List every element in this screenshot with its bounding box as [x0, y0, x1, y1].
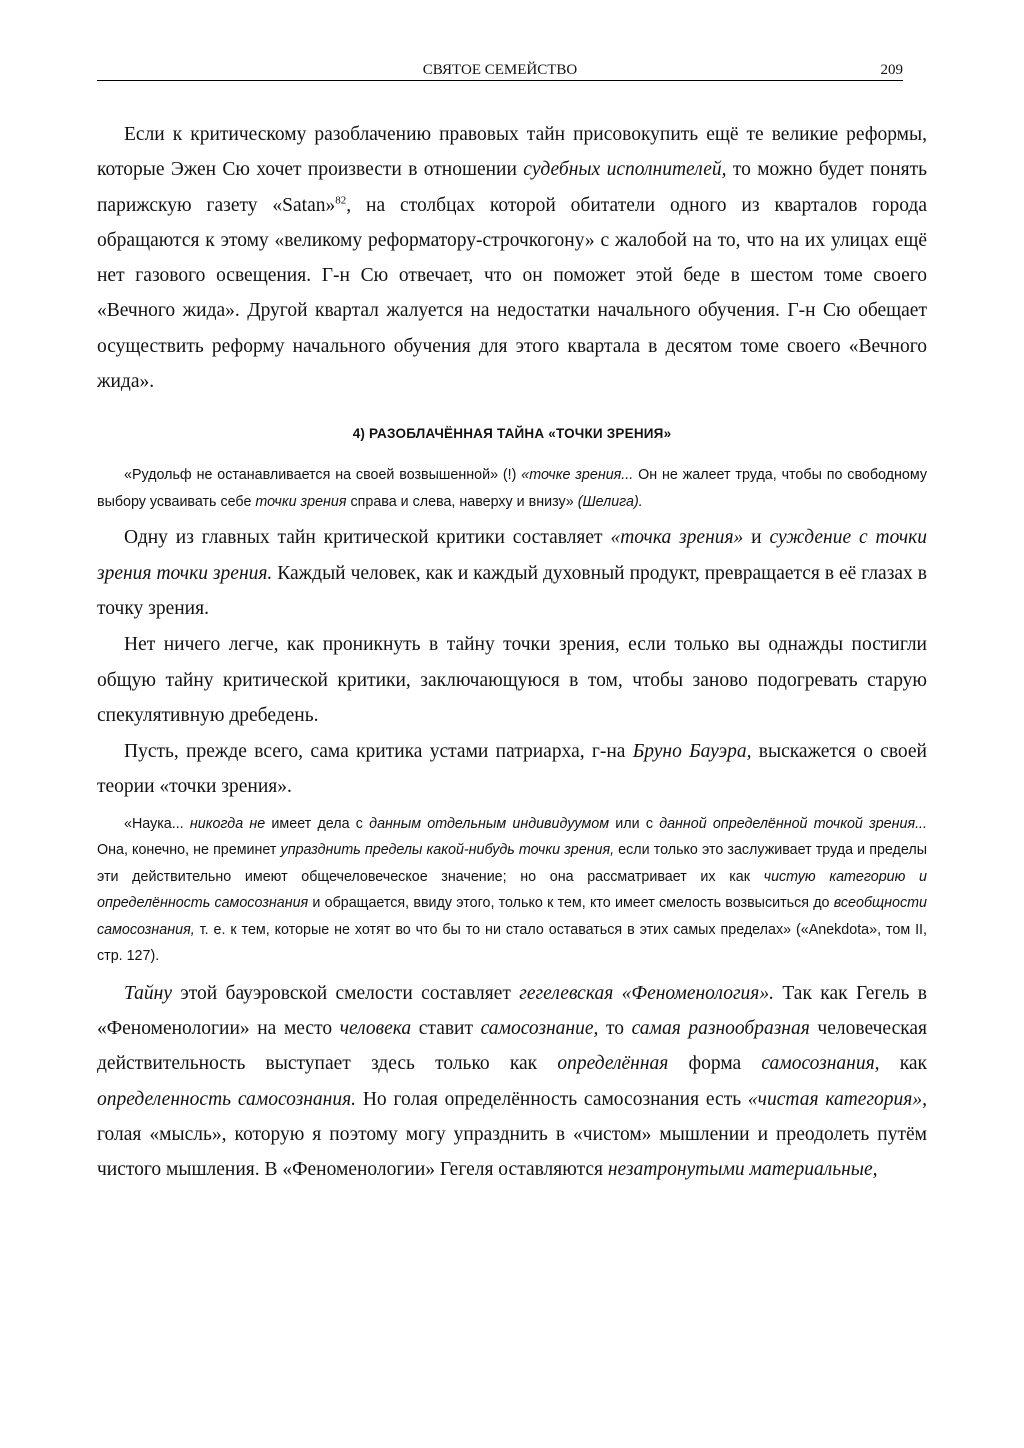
text-run: «Наука... — [124, 815, 190, 832]
italic-run: (Шелига). — [577, 493, 643, 510]
paragraph-2 — [97, 520, 927, 626]
italic-run: суждение с точки зрения точки зрения. — [97, 527, 927, 584]
quote-2 — [97, 811, 927, 970]
text-run: выскажется о своей теории «точки зрения». — [97, 741, 927, 798]
page-body — [97, 117, 927, 1188]
text-run: , на столбцах которой обитатели одного из кварталов города обращаются к этому «великому реформатору-строчкогону» с жалобой на то, что на их улицах ещё нет газового освещения. Г-н Сю отвечает, что он поможет этой беде в шестом томе своего «Вечного жида». Другой квартал жалуется на недостатки начального обучения. Г-н Сю обещает осуществить реформу начального обучения для этого квартала в десятом томе своего «Вечного жида». — [97, 194, 928, 393]
paragraph-1 — [97, 117, 927, 399]
text-run: человеческая действительность выступает здесь только как — [97, 1018, 928, 1075]
text-run: имеет дела с — [265, 815, 370, 832]
italic-run: судебных исполнителей, — [523, 159, 727, 181]
italic-run: самосознания, — [761, 1053, 880, 1075]
italic-run: определенность самосознания. — [97, 1088, 357, 1110]
italic-run: всеобщности самосознания, — [97, 895, 927, 938]
text-run: Пусть, прежде всего, сама критика устами патриарха, г-на — [124, 741, 633, 763]
text-run: Одну из главных тайн критической критики составляет — [124, 527, 611, 549]
paragraph-3: Нет ничего легче, как проникнуть в тайну точки зрения, если только вы однажды постигли общую тайну критической критики, заключающуюся в том, чтобы заново подогревать старую спекулятивную дребедень. — [97, 634, 927, 726]
text-run: голая «мысль», которую я поэтому могу упразднить в «чистом» мышлении и преодолеть путём чистого мышления. В «Феноменологии» Гегеля оставляются — [97, 1123, 927, 1181]
text-run: форма — [668, 1053, 762, 1075]
text-run: Но голая определённость самосознания есть — [356, 1088, 748, 1110]
page-number: 209 — [880, 62, 903, 78]
text-run: то можно будет понять парижскую газету «Satan» — [97, 159, 927, 216]
text-run: Он не жалеет труда, чтобы по свободному выбору усваивать себе — [97, 467, 927, 510]
italic-run: «точке зрения... — [521, 467, 634, 484]
italic-run: Тайну — [124, 982, 172, 1004]
text-run: т. е. к тем, которые не хотят во что бы то ни стало оставаться в этих самых пределах» («Anekdota», том II, стр. 127). — [97, 921, 927, 965]
italic-run: данным отдельным индивидуумом — [369, 815, 610, 832]
text-run: Каждый человек, как и каждый духовный продукт, превращается в её глазах в точку зрения. — [97, 562, 927, 619]
text-run: справа и слева, наверху и внизу» — [346, 493, 578, 510]
text-run: этой бауэровской смелости составляет — [171, 982, 520, 1004]
italic-run: точки зрения — [255, 493, 347, 510]
quote-1 — [97, 462, 927, 515]
text-run: если только это заслуживает труда и пределы эти действительно имеют общечеловеческое значение; но она рассматривает их как — [97, 842, 927, 885]
text-run: как — [879, 1053, 928, 1075]
paragraph-5 — [97, 976, 927, 1188]
italic-run: Бруно Бауэра, — [632, 741, 752, 763]
italic-run: самосознание, — [480, 1018, 599, 1040]
text-run: или с — [609, 815, 660, 832]
italic-run: незатронутыми материальные, — [607, 1159, 878, 1181]
italic-run: данной определённой точкой зрения... — [659, 815, 927, 832]
paragraph-4 — [97, 734, 927, 805]
text-run: и — [743, 527, 770, 549]
text-run: Так как Гегель в «Феноменологии» на место — [97, 982, 927, 1040]
italic-run: человека — [339, 1018, 412, 1040]
italic-run: самая разнообразная — [631, 1018, 810, 1040]
text-run: Она, конечно, не преминет — [97, 842, 281, 859]
text-run: ставит — [411, 1018, 481, 1040]
text-run: и обращается, ввиду этого, только к тем, кто имеет смелость возвыситься до — [308, 895, 834, 912]
running-header — [97, 60, 903, 81]
text-run: Если к критическому разоблачению правовых тайн присовокупить ещё те великие реформы, которые Эжен Сю хочет произвести в отношении — [97, 124, 927, 181]
text-run: то — [598, 1018, 632, 1040]
italic-run: определённая — [557, 1053, 669, 1075]
italic-run: никогда не — [189, 815, 266, 832]
italic-run: «точка зрения» — [610, 527, 744, 549]
text-run: «Рудольф не останавливается на своей возвышенной» (!) — [124, 467, 522, 484]
italic-run: чистую категорию и определённость самосознания — [97, 868, 927, 912]
italic-run: упразднить пределы какой-нибудь точки зрения, — [280, 842, 615, 859]
section-heading: 4) РАЗОБЛАЧЁННАЯ ТАЙНА «ТОЧКИ ЗРЕНИЯ» — [352, 426, 672, 442]
footnote-ref: 82 — [335, 194, 347, 207]
italic-run: «чистая категория», — [747, 1088, 927, 1110]
italic-run: гегелевская «Феноменология». — [519, 982, 774, 1004]
running-title: СВЯТОЕ СЕМЕЙСТВО — [422, 62, 578, 78]
